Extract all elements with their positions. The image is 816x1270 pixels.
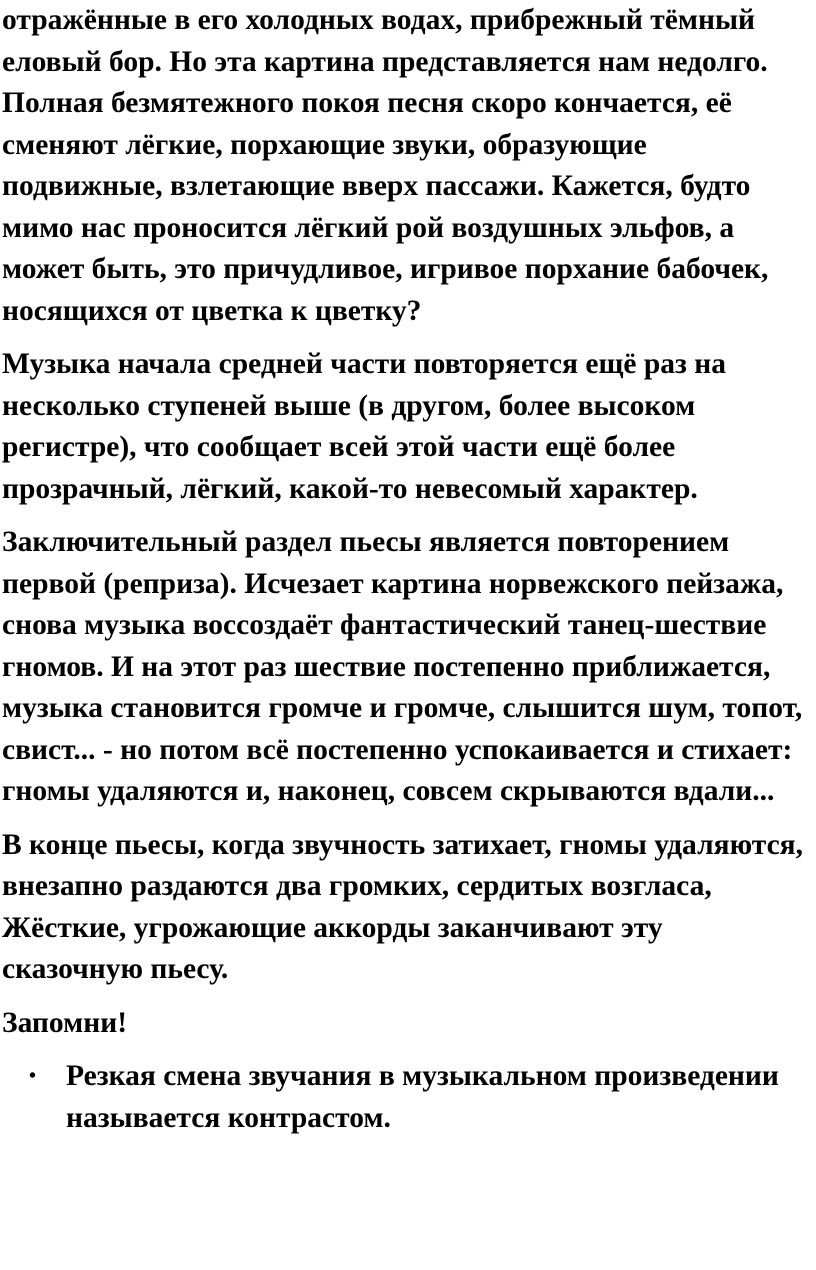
paragraph-1: отражённые в его холодных водах, прибрежный тёмный еловый бор. Но эта картина представляется нам недолго. Полная безмятежного покоя песня скоро кончается, её сменяют лёгкие, порхающие звуки, образующие подвижные, взлетающие вверх пассажи. Кажется, будто мимо нас проносится лёгкий рой воздушных эльфов, а может быть, это причудливое, игривое порхание бабочек, носящихся от цветка к цветку?: [2, 4, 769, 327]
paragraph-4: В конце пьесы, когда звучность затихает, гномы удаляются, внезапно раздаются два громких, сердитых возгласа, Жёсткие, угрожающие аккорды заканчивают эту сказочную пьесу.: [2, 828, 804, 985]
paragraph-3: Заключительный раздел пьесы является повторением первой (реприза). Исчезает картина норвежского пейзажа, снова музыка воссоздаёт фантастический танец-шествие гномов. И на этот раз шествие постепенно приближается, музыка становится громче и громче, слышится шум, топот, свист... - но потом всё постепенно успокаивается и стихает: гномы удаляются и, наконец, совсем скрываются вдали...: [2, 526, 803, 807]
remember-heading: Запомни!: [2, 1006, 128, 1039]
list-item-text: Резкая смена звучания в музыкальном произведении называется контрастом.: [66, 1060, 779, 1134]
bullet-icon: •: [29, 1065, 37, 1087]
list-item: [2, 1056, 810, 1139]
paragraph-2: Музыка начала средней части повторяется ещё раз на несколько ступеней выше (в другом, более высоком регистре), что сообщает всей этой части ещё более прозрачный, лёгкий, какой-то невесомый характер.: [2, 348, 726, 505]
rules-list: [2, 1056, 810, 1139]
